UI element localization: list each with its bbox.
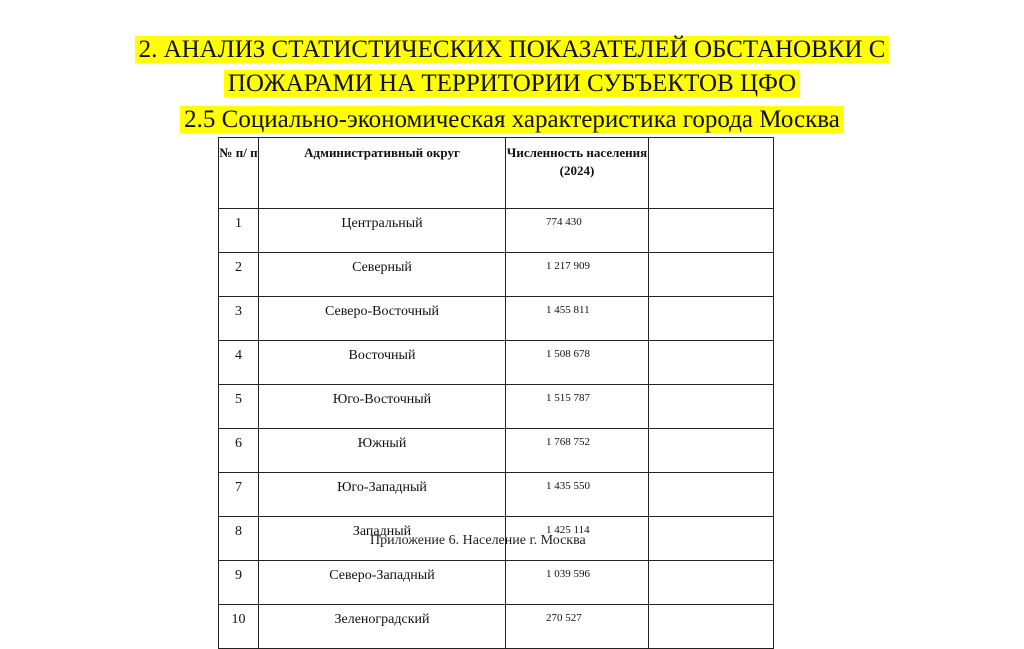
slide-subtitle [0, 104, 1024, 136]
population-value: 1 768 752 [506, 429, 649, 473]
row-number: 5 [219, 385, 259, 429]
district-name: Юго-Западный [259, 473, 506, 517]
footnote: Приложение 6. Население г. Москва [370, 533, 586, 548]
population-value: 774 430 [506, 209, 649, 253]
empty-cell [649, 341, 774, 385]
table-row [219, 473, 774, 517]
header-district: Административный округ [259, 138, 506, 209]
header-number: № п/ п [219, 138, 259, 209]
population-value: 1 425 114 [506, 517, 649, 561]
empty-cell [649, 517, 774, 561]
district-name: Северо-Восточный [259, 297, 506, 341]
table-row [219, 253, 774, 297]
population-value: 1 508 678 [506, 341, 649, 385]
empty-cell [649, 297, 774, 341]
table-row [219, 429, 774, 473]
empty-cell [649, 209, 774, 253]
empty-cell [649, 473, 774, 517]
population-table [218, 137, 774, 649]
slide-title-text-1: 2. АНАЛИЗ СТАТИСТИЧЕСКИХ ПОКАЗАТЕЛЕЙ ОБСТАНОВКИ С [135, 36, 890, 63]
district-name: Северный [259, 253, 506, 297]
row-number: 6 [219, 429, 259, 473]
slide-title-line-2 [0, 68, 1024, 100]
slide-title-text-2: ПОЖАРАМИ НА ТЕРРИТОРИИ СУБЪЕКТОВ ЦФО [224, 70, 800, 97]
row-number: 1 [219, 209, 259, 253]
population-value: 1 039 596 [506, 561, 649, 605]
row-number: 7 [219, 473, 259, 517]
district-name: Восточный [259, 341, 506, 385]
row-number: 3 [219, 297, 259, 341]
population-value: 1 515 787 [506, 385, 649, 429]
district-name: Северо-Западный [259, 561, 506, 605]
table-row [219, 605, 774, 649]
population-value: 1 217 909 [506, 253, 649, 297]
table-header-row [219, 138, 774, 209]
table-row [219, 209, 774, 253]
empty-cell [649, 429, 774, 473]
district-name: Западный [259, 517, 506, 561]
header-population: Численность населения (2024) [506, 138, 649, 209]
district-name: Южный [259, 429, 506, 473]
table-row [219, 561, 774, 605]
slide-title-line-1 [0, 34, 1024, 66]
header-empty [649, 138, 774, 209]
empty-cell [649, 385, 774, 429]
table-row [219, 341, 774, 385]
table-row [219, 297, 774, 341]
district-name: Юго-Восточный [259, 385, 506, 429]
empty-cell [649, 253, 774, 297]
population-value: 1 455 811 [506, 297, 649, 341]
empty-cell [649, 605, 774, 649]
row-number: 2 [219, 253, 259, 297]
row-number: 8 [219, 517, 259, 561]
row-number: 9 [219, 561, 259, 605]
table-row [219, 385, 774, 429]
empty-cell [649, 561, 774, 605]
row-number: 4 [219, 341, 259, 385]
population-value: 270 527 [506, 605, 649, 649]
population-value: 1 435 550 [506, 473, 649, 517]
row-number: 10 [219, 605, 259, 649]
district-name: Центральный [259, 209, 506, 253]
district-name: Зеленоградский [259, 605, 506, 649]
slide-subtitle-text: 2.5 Социально-экономическая характеристика города Москва [180, 106, 844, 133]
